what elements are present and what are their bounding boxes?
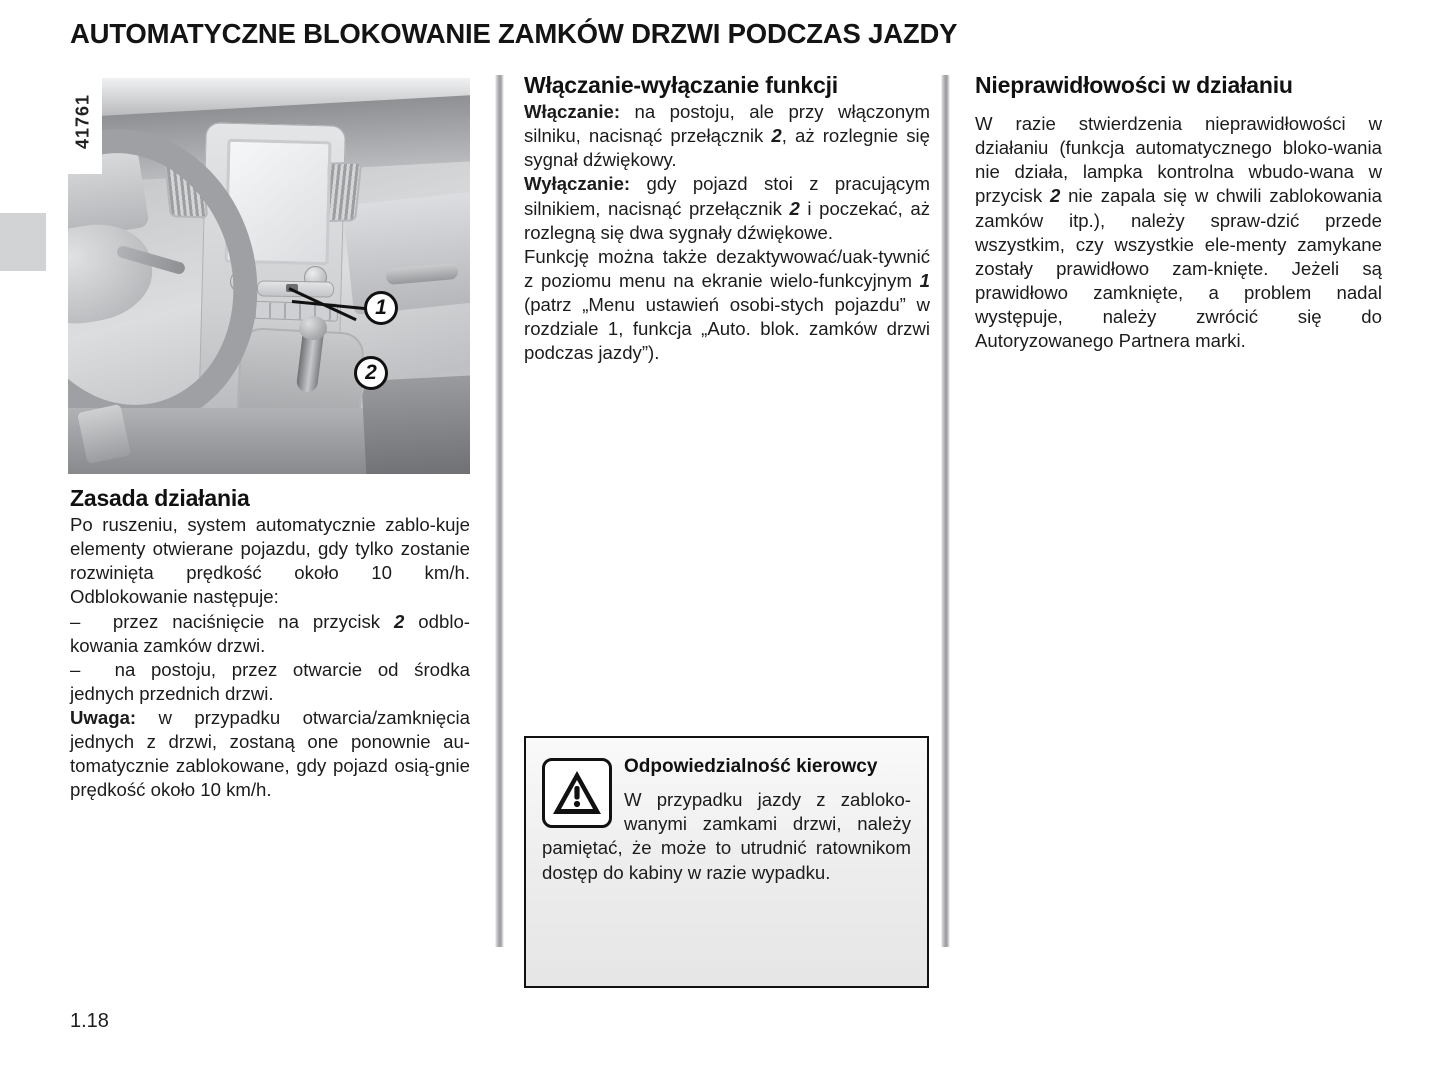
column-divider-right [941,75,950,947]
warning-text: W przypadku jazdy z zabloko-wanymi zamkami drzwi, należy pamiętać, że może to utrudnić ratownikom dostęp do kabiny w razie wypadku. [542,789,911,883]
paragraph-switch-off [524,172,930,244]
menu-text-a: Funkcję można także dezaktywować/uak-tywnić z poziomu menu na ekranie wielo-funkcyjnym [524,245,930,291]
paragraph-menu-deactivation [524,245,930,365]
page-title: AUTOMATYCZNE BLOKOWANIE ZAMKÓW DRZWI PODCZAS JAZDY [70,18,958,49]
heading-zasada-dzialania: Zasada działania [70,485,250,511]
bullet-unlock-button-post: odblo-kowania zamków drzwi. [70,610,470,656]
note-text: w przypadku otwarcia/zamknięcia jednych z drzwi, zostaną one ponownie au-tomatycznie zablokowane, gdy pojazd osią-gnie prędkość około 10 km/h. [70,706,470,801]
bullet-unlock-button [70,610,470,658]
column-divider-left [495,75,504,947]
paragraph-operating-principle-text: Po ruszeniu, system automatycznie zablo-kuje elementy otwierane pojazdu, gdy tylko zostanie rozwinięta prędkość około 10 km/h. Odblokowanie następuje: [70,514,470,608]
switch-off-text-b: i poczekać, aż rozlegną się dwa sygnały dźwiękowe. [524,197,931,243]
paragraph-malfunction [975,112,1382,353]
switch-on-button-ref: 2 [771,125,782,147]
switch-on-text-a: na postoju, ale przy włączonym silniku, nacisnąć przełącznik [524,101,930,147]
malfunction-text-a: W razie stwierdzenia nieprawidłowości w działaniu (funkcja automatycznego bloko-wania nie działa, lampka kontrolna wbudo-wana w przycisk [975,113,1382,207]
note-label: Uwaga: [70,706,137,728]
bullet-open-front-door: – na postoju, przez otwarcie od środka jednych przednich drzwi. [70,658,470,704]
paragraph-operating-principle [70,513,470,609]
switch-off-text-a: gdy pojazd stoi z pracującym silnikiem, nacisnąć przełącznik [524,173,930,219]
malfunction-button-ref: 2 [1049,185,1061,207]
warning-triangle-icon [542,758,612,828]
paragraph-switch-on [524,100,930,172]
switch-on-text-b: , aż rozlegnie się sygnał dźwiękowy. [524,125,930,171]
image-reference-label: 41761 [72,93,93,150]
menu-screen-ref: 1 [919,269,930,291]
driver-responsibility-warning-box [524,736,929,988]
callout-marker-1: 1 [364,291,398,325]
photo-gear-knob [299,316,327,340]
heading-wlaczanie-wylaczanie: Włączanie-wyłączanie funkcji [524,72,838,98]
right-text-column [975,72,1382,353]
paragraph-note [70,706,470,802]
switch-on-label: Włączanie: [524,101,621,123]
bullet-unlock-button-ref: 2 [394,610,405,632]
switch-off-label: Wyłączanie: [524,173,631,195]
warning-heading: Odpowiedzialność kierowcy [624,756,878,777]
dashboard-illustration [68,78,470,474]
photo-passenger-dash [343,191,470,315]
callout-marker-2: 2 [354,356,388,390]
left-text-column [70,485,470,802]
malfunction-text-b: nie zapala się w chwili zablokowania zamków itp.), należy spraw-dzić przede wszystkim, czy wszystkie ele-menty zamykane zostały prawidłowo zam-knięte. Jeżeli są prawidłowo zamknięte, a problem nadal występuje, należy zwrócić się do Autoryzowanego Partnera marki. [975,185,1382,351]
middle-text-column [524,72,930,365]
heading-nieprawidlowosci: Nieprawidłowości w działaniu [975,72,1293,98]
image-reference-number [68,78,102,174]
chapter-tab-marker [0,213,46,271]
dashboard-photo [68,78,470,474]
switch-off-button-ref: 2 [789,197,800,219]
menu-text-b: (patrz „Menu ustawień osobi-stych pojazdu” w rozdziale 1, funkcja „Auto. blok. zamków drzwi podczas jazdy”). [524,293,930,363]
bullet-unlock-button-pre: – przez naciśnięcie na przycisk [70,610,394,632]
page-number: 1.18 [70,1010,109,1032]
photo-seat [361,375,470,474]
